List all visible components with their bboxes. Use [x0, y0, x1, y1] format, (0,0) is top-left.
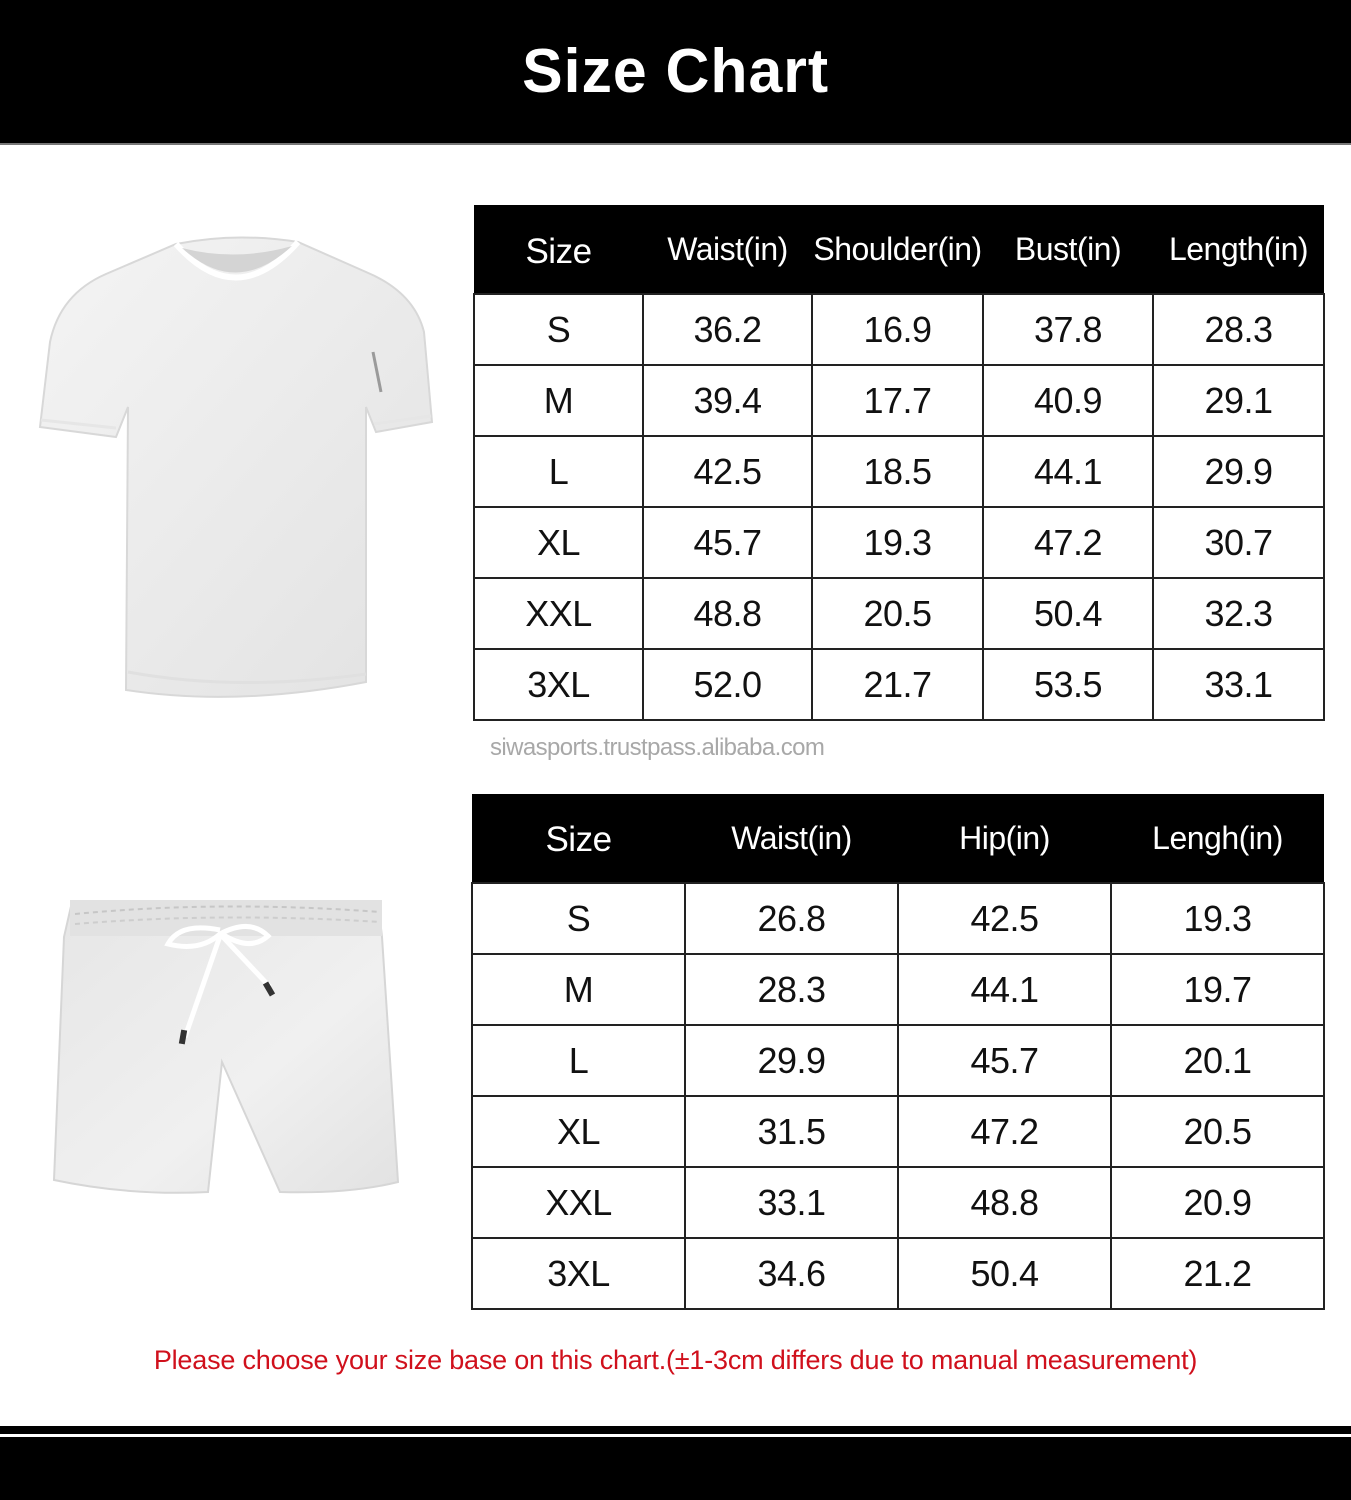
length-cell: 29.1 — [1153, 365, 1324, 436]
waist-cell: 26.8 — [685, 883, 898, 954]
tshirt-image — [36, 232, 436, 710]
table-row — [474, 649, 1324, 720]
size-cell: XXL — [472, 1167, 685, 1238]
table-header-row — [472, 794, 1324, 883]
length-cell: 21.2 — [1111, 1238, 1324, 1309]
table-row — [474, 294, 1324, 365]
column-header-length: Length(in) — [1153, 205, 1324, 294]
column-header-waist: Waist(in) — [685, 794, 898, 883]
length-cell: 19.7 — [1111, 954, 1324, 1025]
size-cell: 3XL — [472, 1238, 685, 1309]
length-cell: 29.9 — [1153, 436, 1324, 507]
shoulder-cell: 21.7 — [812, 649, 983, 720]
length-cell: 20.5 — [1111, 1096, 1324, 1167]
shorts-size-table — [471, 794, 1325, 1310]
size-cell: 3XL — [474, 649, 643, 720]
size-cell: L — [474, 436, 643, 507]
size-cell: M — [472, 954, 685, 1025]
watermark-text: siwasports.trustpass.alibaba.com — [490, 734, 825, 761]
shoulder-cell: 19.3 — [812, 507, 983, 578]
waist-cell: 29.9 — [685, 1025, 898, 1096]
table-row — [472, 1025, 1324, 1096]
size-cell: M — [474, 365, 643, 436]
measurement-note: Please choose your size base on this chart.(±1-3cm differs due to manual measurement) — [153, 1345, 1198, 1375]
shorts-image — [50, 892, 402, 1200]
bust-cell: 50.4 — [983, 578, 1153, 649]
waist-cell: 45.7 — [643, 507, 812, 578]
table-row — [472, 1238, 1324, 1309]
waist-cell: 34.6 — [685, 1238, 898, 1309]
bust-cell: 37.8 — [983, 294, 1153, 365]
column-header-hip: Hip(in) — [898, 794, 1111, 883]
table-header-row — [474, 205, 1324, 294]
bust-cell: 53.5 — [983, 649, 1153, 720]
table-row — [474, 578, 1324, 649]
shoulder-cell: 20.5 — [812, 578, 983, 649]
size-cell: L — [472, 1025, 685, 1096]
waist-cell: 42.5 — [643, 436, 812, 507]
waist-cell: 39.4 — [643, 365, 812, 436]
header-banner — [0, 0, 1351, 145]
table-row — [474, 507, 1324, 578]
shoulder-cell: 17.7 — [812, 365, 983, 436]
shoulder-cell: 18.5 — [812, 436, 983, 507]
waist-cell: 48.8 — [643, 578, 812, 649]
length-cell: 32.3 — [1153, 578, 1324, 649]
bust-cell: 40.9 — [983, 365, 1153, 436]
size-cell: S — [474, 294, 643, 365]
hip-cell: 44.1 — [898, 954, 1111, 1025]
waist-cell: 52.0 — [643, 649, 812, 720]
bust-cell: 44.1 — [983, 436, 1153, 507]
size-cell: XXL — [474, 578, 643, 649]
table-row — [472, 1167, 1324, 1238]
waist-cell: 33.1 — [685, 1167, 898, 1238]
hip-cell: 48.8 — [898, 1167, 1111, 1238]
length-cell: 30.7 — [1153, 507, 1324, 578]
column-header-shoulder: Shoulder(in) — [812, 205, 983, 294]
length-cell: 20.9 — [1111, 1167, 1324, 1238]
table-row — [472, 1096, 1324, 1167]
hip-cell: 45.7 — [898, 1025, 1111, 1096]
waist-cell: 31.5 — [685, 1096, 898, 1167]
bust-cell: 47.2 — [983, 507, 1153, 578]
footer-divider — [0, 1426, 1351, 1434]
waist-cell: 28.3 — [685, 954, 898, 1025]
column-header-length: Lengh(in) — [1111, 794, 1324, 883]
column-header-waist: Waist(in) — [643, 205, 812, 294]
tshirt-size-table — [473, 205, 1325, 721]
column-header-size: Size — [472, 794, 685, 883]
page-title: Size Chart — [522, 37, 829, 106]
column-header-size: Size — [474, 205, 643, 294]
length-cell: 20.1 — [1111, 1025, 1324, 1096]
length-cell: 19.3 — [1111, 883, 1324, 954]
size-cell: XL — [474, 507, 643, 578]
table-row — [472, 954, 1324, 1025]
size-cell: XL — [472, 1096, 685, 1167]
waist-cell: 36.2 — [643, 294, 812, 365]
shoulder-cell: 16.9 — [812, 294, 983, 365]
size-cell: S — [472, 883, 685, 954]
length-cell: 33.1 — [1153, 649, 1324, 720]
footer-band — [0, 1437, 1351, 1500]
hip-cell: 47.2 — [898, 1096, 1111, 1167]
hip-cell: 50.4 — [898, 1238, 1111, 1309]
table-row — [474, 365, 1324, 436]
table-row — [474, 436, 1324, 507]
table-row — [472, 883, 1324, 954]
length-cell: 28.3 — [1153, 294, 1324, 365]
hip-cell: 42.5 — [898, 883, 1111, 954]
column-header-bust: Bust(in) — [983, 205, 1153, 294]
